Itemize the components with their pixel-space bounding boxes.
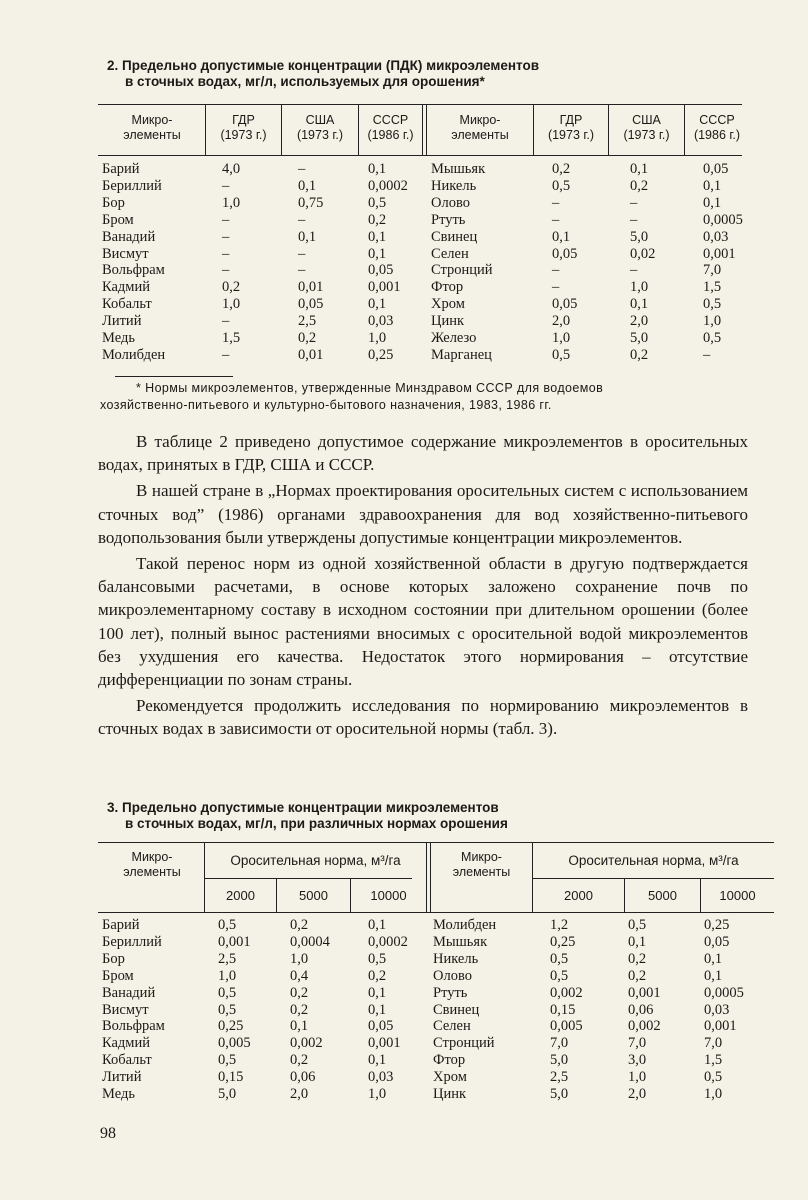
table-3-header-element (100, 850, 204, 880)
value-cell: 0,1 (704, 950, 723, 967)
value-cell: 0,2 (222, 279, 241, 296)
value-cell: – (630, 194, 638, 211)
value-cell: 0,001 (628, 984, 661, 1001)
value-cell: 0,1 (368, 1052, 387, 1069)
header-line: (1986 г.) (693, 128, 741, 142)
element-name-cell: Медь (102, 1086, 135, 1102)
value-cell: 0,001 (704, 1018, 737, 1035)
value-cell: – (222, 177, 230, 194)
element-name-cell: Бериллий (102, 933, 162, 950)
value-cell: 1,0 (703, 313, 722, 330)
table-2-header-usa-right (609, 113, 684, 143)
value-cell: – (298, 211, 306, 228)
value-cell: 0,05 (703, 161, 729, 177)
value-cell: 0,5 (628, 917, 647, 933)
table-row (0, 951, 808, 968)
paragraph: В таблице 2 приведено допустимое содержание микроэлементов в оросительных водах, принятых в ГДР, США и СССР. (98, 432, 748, 475)
header-line: Микро- (131, 113, 173, 127)
value-cell: 0,5 (550, 967, 569, 984)
value-cell: 0,2 (630, 346, 649, 363)
table-2-caption-line-1: 2. Предельно допустимые концентрации (ПДК) микроэлементов (107, 58, 539, 73)
element-name-cell: Марганец (431, 346, 492, 363)
value-cell: 0,4 (290, 967, 309, 984)
table-row (0, 296, 808, 313)
table-row (0, 1052, 808, 1069)
table-3-caption-line-2: в сточных водах, мг/л, при различных нормах орошения (125, 816, 508, 831)
value-cell: 0,5 (552, 346, 571, 363)
value-cell: 2,5 (550, 1069, 569, 1086)
header-line: (1973 г.) (547, 128, 595, 142)
table-row (0, 985, 808, 1002)
element-name-cell: Кобальт (102, 1052, 152, 1069)
table-3-header-5000-right: 5000 (648, 888, 677, 903)
table-3-header-group: Оросительная норма, м³/га (230, 853, 401, 868)
value-cell: – (630, 262, 638, 279)
element-name-cell: Висмут (102, 1001, 149, 1018)
table-3-header-group-right: Оросительная норма, м³/га (568, 853, 739, 868)
value-cell: 0,2 (290, 984, 309, 1001)
header-line: Микро- (461, 850, 502, 864)
value-cell: 0,1 (368, 161, 387, 177)
element-name-cell: Свинец (431, 228, 478, 245)
value-cell: 0,01 (298, 279, 324, 296)
value-cell: 0,002 (628, 1018, 661, 1035)
value-cell: 0,1 (368, 245, 387, 262)
value-cell: 1,5 (704, 1052, 723, 1069)
element-name-cell: Кобальт (102, 296, 152, 313)
table-3-top-rule (98, 842, 774, 843)
footnote-line-2: хозяйственно-питьевого и культурно-бытового назначения, 1983, 1986 гг. (100, 398, 552, 412)
table-row (0, 968, 808, 985)
value-cell: 0,5 (703, 296, 722, 313)
value-cell: 0,2 (290, 917, 309, 933)
value-cell: 0,03 (368, 1069, 394, 1086)
element-name-cell: Стронций (431, 262, 493, 279)
header-line: Микро- (459, 113, 501, 127)
element-name-cell: Цинк (431, 313, 465, 330)
element-name-cell: Вольфрам (102, 262, 165, 279)
value-cell: 5,0 (630, 228, 649, 245)
header-line: (1973 г.) (296, 128, 344, 142)
table-2-header-ussr-right (685, 113, 749, 143)
value-cell: 1,5 (222, 330, 241, 346)
value-cell: – (222, 245, 230, 262)
element-name-cell: Хром (431, 296, 465, 313)
value-cell: 0,1 (630, 161, 649, 177)
page-number: 98 (100, 1125, 116, 1142)
value-cell: 2,0 (630, 313, 649, 330)
value-cell: 4,0 (222, 161, 241, 177)
table-2-header-gdr (206, 113, 281, 143)
value-cell: 0,1 (290, 1018, 309, 1035)
value-cell: 0,05 (552, 245, 578, 262)
table-2-header-usa (282, 113, 358, 143)
table-3-header-10000-right: 10000 (719, 888, 756, 903)
table-row (0, 1086, 808, 1103)
value-cell: 2,5 (298, 313, 317, 330)
value-cell: 0,03 (368, 313, 394, 330)
value-cell: 0,2 (552, 161, 571, 177)
value-cell: 0,2 (290, 1001, 309, 1018)
header-line: элементы (123, 865, 181, 879)
header-line: ГДР (559, 113, 583, 127)
value-cell: 0,001 (703, 245, 736, 262)
header-line: СССР (372, 113, 409, 127)
table-3-col-divider (426, 842, 427, 912)
value-cell: – (222, 262, 230, 279)
element-name-cell: Бром (102, 211, 134, 228)
value-cell: 0,1 (703, 177, 722, 194)
table-row (0, 330, 808, 347)
value-cell: 0,05 (552, 296, 578, 313)
value-cell: 2,5 (218, 950, 237, 967)
header-line: (1973 г.) (623, 128, 670, 142)
element-name-cell: Литий (102, 1069, 142, 1086)
table-3-subheader-rule (204, 878, 412, 879)
value-cell: 2,0 (628, 1086, 647, 1102)
table-row (0, 1035, 808, 1052)
table-row (0, 279, 808, 296)
element-name-cell: Медь (102, 330, 135, 346)
element-name-cell: Висмут (102, 245, 149, 262)
element-name-cell: Ртуть (433, 984, 468, 1001)
value-cell: 1,0 (630, 279, 649, 296)
value-cell: 0,005 (550, 1018, 583, 1035)
element-name-cell: Ртуть (431, 211, 466, 228)
table-row (0, 313, 808, 330)
value-cell: 0,05 (368, 1018, 394, 1035)
value-cell: 0,01 (298, 346, 324, 363)
value-cell: 0,002 (550, 984, 583, 1001)
element-name-cell: Литий (102, 313, 142, 330)
table-row (0, 934, 808, 951)
value-cell: 7,0 (628, 1035, 647, 1052)
element-name-cell: Стронций (433, 1035, 495, 1052)
element-name-cell: Селен (433, 1018, 471, 1035)
value-cell: 7,0 (550, 1035, 569, 1052)
header-line: США (305, 113, 335, 127)
element-name-cell: Молибден (102, 346, 166, 363)
value-cell: 0,1 (368, 1001, 387, 1018)
body-text (98, 430, 748, 741)
value-cell: 0,25 (550, 933, 576, 950)
table-2-header-gdr-right (534, 113, 608, 143)
value-cell: 5,0 (550, 1052, 569, 1069)
element-name-cell: Хром (433, 1069, 467, 1086)
value-cell: 0,0005 (704, 984, 744, 1001)
value-cell: – (630, 211, 638, 228)
header-line: США (632, 113, 661, 127)
value-cell: – (552, 194, 560, 211)
table-row (0, 347, 808, 364)
value-cell: 1,0 (290, 950, 309, 967)
table-3-caption-line-1: 3. Предельно допустимые концентрации микроэлементов (107, 800, 499, 815)
header-line: элементы (123, 128, 181, 142)
value-cell: 0,25 (368, 346, 394, 363)
value-cell: – (552, 262, 560, 279)
value-cell: 1,0 (218, 967, 237, 984)
value-cell: – (222, 346, 230, 363)
value-cell: 0,5 (368, 950, 387, 967)
element-name-cell: Кадмий (102, 1035, 150, 1052)
table-row (0, 195, 808, 212)
value-cell: 0,5 (550, 950, 569, 967)
table-2-top-rule (98, 104, 742, 105)
value-cell: 3,0 (628, 1052, 647, 1069)
table-row (0, 161, 808, 178)
element-name-cell: Свинец (433, 1001, 480, 1018)
value-cell: 5,0 (630, 330, 649, 346)
table-3-header-rule (98, 912, 774, 913)
table-2-footnote (88, 380, 768, 414)
table-row (0, 1002, 808, 1019)
value-cell: 0,1 (368, 296, 387, 313)
table-3-header-element-right (431, 850, 532, 880)
value-cell: 0,001 (368, 279, 401, 296)
value-cell: – (552, 211, 560, 228)
element-name-cell: Железо (431, 330, 477, 346)
value-cell: 0,2 (628, 967, 647, 984)
element-name-cell: Молибден (433, 917, 497, 933)
value-cell: 0,1 (703, 194, 722, 211)
element-name-cell: Селен (431, 245, 469, 262)
element-name-cell: Кадмий (102, 279, 150, 296)
value-cell: 0,05 (368, 262, 394, 279)
value-cell: 0,75 (298, 194, 324, 211)
value-cell: 0,1 (298, 228, 317, 245)
header-line: СССР (699, 113, 735, 127)
value-cell: 0,0005 (703, 211, 743, 228)
value-cell: 0,1 (368, 984, 387, 1001)
value-cell: 1,0 (704, 1086, 723, 1102)
table-row (0, 917, 808, 934)
footnote-line-1: * Нормы микроэлементов, утвержденные Минздравом СССР для водоемов (136, 381, 604, 395)
value-cell: 0,2 (368, 211, 387, 228)
value-cell: 5,0 (550, 1086, 569, 1102)
table-2-header-element (100, 113, 204, 143)
value-cell: 1,2 (550, 917, 569, 933)
value-cell: 0,1 (368, 917, 387, 933)
value-cell: 0,0002 (368, 177, 408, 194)
element-name-cell: Олово (431, 194, 470, 211)
table-2-header-rule (98, 155, 742, 156)
value-cell: 2,0 (290, 1086, 309, 1102)
table-row (0, 1018, 808, 1035)
value-cell: 0,25 (704, 917, 730, 933)
value-cell: 0,1 (368, 228, 387, 245)
element-name-cell: Ванадий (102, 984, 156, 1001)
value-cell: 0,03 (704, 1001, 730, 1018)
value-cell: 7,0 (704, 1035, 723, 1052)
value-cell: 0,1 (630, 296, 649, 313)
element-name-cell: Бор (102, 950, 125, 967)
value-cell: 0,5 (218, 984, 237, 1001)
value-cell: 1,0 (368, 330, 387, 346)
element-name-cell: Олово (433, 967, 472, 984)
table-2-header-ussr (359, 113, 422, 143)
value-cell: – (298, 161, 306, 177)
table-2-caption-line-2: в сточных водах, мг/л, используемых для орошения* (125, 74, 485, 89)
table-3-header-5000: 5000 (299, 888, 328, 903)
header-line: Микро- (131, 850, 173, 864)
value-cell: 0,03 (703, 228, 729, 245)
value-cell: 0,5 (704, 1069, 723, 1086)
table-row (0, 246, 808, 263)
value-cell: 0,002 (290, 1035, 323, 1052)
element-name-cell: Вольфрам (102, 1018, 165, 1035)
value-cell: 1,0 (368, 1086, 387, 1102)
value-cell: 0,06 (628, 1001, 654, 1018)
value-cell: 0,15 (218, 1069, 244, 1086)
table-3-header-10000: 10000 (370, 888, 407, 903)
value-cell: 0,05 (704, 933, 730, 950)
value-cell: 0,5 (368, 194, 387, 211)
paragraph: Рекомендуется продолжить исследования по нормированию микроэлементов в сточных водах в зависимости от оросительной нормы (табл. 3). (98, 696, 748, 739)
element-name-cell: Бром (102, 967, 134, 984)
table-2-header-element-right (427, 113, 533, 143)
value-cell: 0,005 (218, 1035, 251, 1052)
table-3-caption (107, 800, 747, 832)
element-name-cell: Цинк (433, 1086, 467, 1102)
header-line: элементы (451, 128, 509, 142)
element-name-cell: Барий (102, 917, 140, 933)
element-name-cell: Мышьяк (433, 933, 488, 950)
value-cell: 0,1 (552, 228, 571, 245)
element-name-cell: Никель (433, 950, 479, 967)
element-name-cell: Никель (431, 177, 477, 194)
value-cell: – (552, 279, 560, 296)
value-cell: 0,05 (298, 296, 324, 313)
table-row (0, 178, 808, 195)
table-row (0, 229, 808, 246)
table-row (0, 212, 808, 229)
element-name-cell: Мышьяк (431, 161, 486, 177)
value-cell: 1,0 (222, 194, 241, 211)
value-cell: 0,1 (704, 967, 723, 984)
value-cell: 0,25 (218, 1018, 244, 1035)
element-name-cell: Бериллий (102, 177, 162, 194)
value-cell: – (703, 346, 711, 363)
header-line: ГДР (232, 113, 255, 127)
value-cell: 0,2 (298, 330, 317, 346)
header-line: (1973 г.) (220, 128, 267, 142)
value-cell: 0,02 (630, 245, 656, 262)
value-cell: 0,001 (218, 933, 251, 950)
value-cell: – (222, 211, 230, 228)
table-row (0, 262, 808, 279)
header-line: элементы (452, 865, 511, 879)
value-cell: 7,0 (703, 262, 722, 279)
table-row (0, 1069, 808, 1086)
table-3-subheader-rule (532, 878, 774, 879)
value-cell: 0,5 (552, 177, 571, 194)
table-2-caption (107, 58, 747, 90)
element-name-cell: Бор (102, 194, 125, 211)
table-2-col-divider (422, 104, 423, 155)
value-cell: 1,0 (552, 330, 571, 346)
paragraph: В нашей стране в „Нормах проектирования оросительных систем с использованием сточных вод” (1986) органами здравоохранения для вод хозяйственно-питьевого водопользования были утверждены допустимые концентрации микроэлементов. (98, 481, 748, 547)
header-line: (1986 г.) (367, 128, 414, 142)
value-cell: 0,0002 (368, 933, 408, 950)
element-name-cell: Ванадий (102, 228, 156, 245)
value-cell: 0,15 (550, 1001, 576, 1018)
value-cell: 0,2 (628, 950, 647, 967)
value-cell: 5,0 (218, 1086, 237, 1102)
value-cell: 0,2 (630, 177, 649, 194)
value-cell: 0,06 (290, 1069, 316, 1086)
value-cell: 0,001 (368, 1035, 401, 1052)
table-3-header-2000-right: 2000 (564, 888, 593, 903)
value-cell: 0,5 (218, 917, 237, 933)
element-name-cell: Фтор (431, 279, 464, 296)
value-cell: 0,2 (368, 967, 387, 984)
value-cell: 0,5 (703, 330, 722, 346)
value-cell: 1,0 (628, 1069, 647, 1086)
value-cell: – (222, 313, 230, 330)
value-cell: 0,2 (290, 1052, 309, 1069)
value-cell: – (298, 262, 306, 279)
value-cell: 0,0004 (290, 933, 330, 950)
value-cell: 0,5 (218, 1052, 237, 1069)
element-name-cell: Барий (102, 161, 140, 177)
value-cell: – (222, 228, 230, 245)
value-cell: 0,5 (218, 1001, 237, 1018)
value-cell: 0,1 (628, 933, 647, 950)
value-cell: 1,0 (222, 296, 241, 313)
paragraph: Такой перенос норм из одной хозяйственной области в другую подтверждается балансовыми расчетами, в основе которых заложено сохранение почв по микроэлементарному составу в исходном состоянии при длительном орошении (более 100 лет), полный вынос растениями вносимых с оросительной водой микроэлементов без ухудшения его качества. Недостаток этого нормирования – отсутствие дифференциации по зонам страны. (98, 554, 748, 690)
value-cell: 2,0 (552, 313, 571, 330)
footnote-rule (115, 376, 233, 377)
value-cell: 1,5 (703, 279, 722, 296)
value-cell: 0,1 (298, 177, 317, 194)
value-cell: – (298, 245, 306, 262)
table-3-header-2000: 2000 (226, 888, 255, 903)
element-name-cell: Фтор (433, 1052, 466, 1069)
